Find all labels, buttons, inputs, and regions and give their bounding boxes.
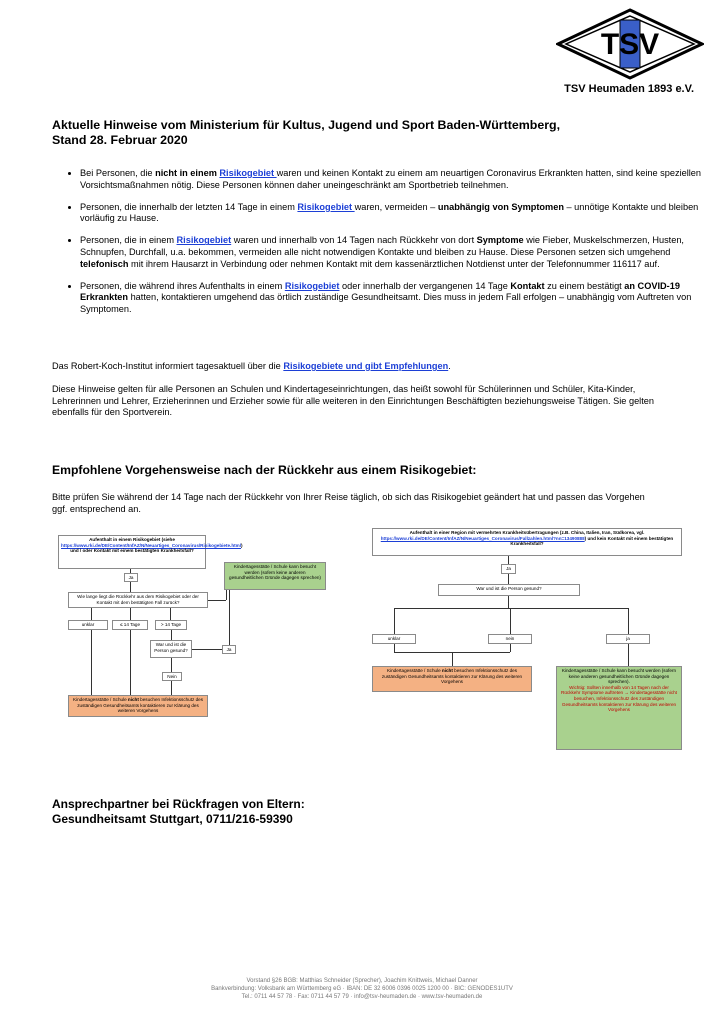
flow-left-opt-unklar: unklar bbox=[68, 620, 108, 630]
flow-left-duration-question: Wie lange liegt die Rückkehr aus dem Risikogebiet oder der Kontakt mit dem bestätigten Fall zurück? bbox=[68, 592, 208, 608]
flow-left-orange-box: Kindertagesstätte / Schule nicht besuchen Infektionsschutz des zuständigen Gesundheitsamts kontaktieren zur Klärung des weiteren Vorgehens bbox=[68, 695, 208, 717]
flow-left-start-box: Aufenthalt in einem Risikogebiet (siehe https://www.rki.de/DE/Content/InfAZ/N/Neuartiges_Coronavirus/Risikogebiete.html) und / oder Kontakt mit einem bestätigten Krankheitsfall? bbox=[58, 535, 206, 569]
flow-right-opt-ja: ja bbox=[606, 634, 650, 644]
scope-paragraph: Diese Hinweise gelten für alle Personen an Schulen und Kindertageseinrichtungen, das heißt sowohl für Schülerinnen und Schüler, Kita-Kinder, Lehrerinnen und Lehrer, Erzieherinnen und Erzieher sowie für alle weiteren in den Einrichtungen Beschäftigten beziehungsweise Tätigen. Sie gelten ebenfalls für den Sportverein. bbox=[52, 384, 654, 418]
flow-left-opt-gt14: > 14 Tage bbox=[155, 620, 187, 630]
list-item: • Personen, die innerhalb der letzten 14 Tage in einem Risikogebiet waren, vermeiden – unabhängig von Symptomen – unnötige Kontakte und bleiben vorläufig zu Hause. bbox=[80, 202, 710, 225]
contact-line2: Gesundheitsamt Stuttgart, 0711/216-59390 bbox=[52, 812, 293, 826]
list-item: • Bei Personen, die nicht in einem Risikogebiet waren und keinen Kontakt zu einem am neuartigen Coronavirus Erkrankten hatten, sind keine speziellen Vorsichtsmaßnahmen nötig. Diese Personen können daher uneingeschränkt am Sportbetrieb teilnehmen. bbox=[80, 168, 710, 191]
main-heading-line1: Aktuelle Hinweise vom Ministerium für Kultus, Jugend und Sport Baden-Württemberg, bbox=[52, 118, 561, 132]
flow-right-opt-nein: nein bbox=[488, 634, 532, 644]
flow-left-nein: Nein bbox=[162, 672, 182, 681]
risk-area-link[interactable]: Risikogebiet bbox=[219, 168, 277, 178]
risk-area-link[interactable]: Risikogebiet bbox=[284, 280, 340, 291]
flow-right-start-box: Aufenthalt in einer Region mit vermehrten Krankheitsübertragungen (z.B. China, Italien, Iran, Südkorea, vgl. https://www.rki.de/DE/Content/InfAZ/N/Neuartiges_Coronavirus/Fallzahlen.html?nn=13490888) und kein Kontakt mit einem bestätigten Krankheitsfall? bbox=[372, 528, 682, 556]
section-heading: Empfohlene Vorgehensweise nach der Rückkehr aus einem Risikogebiet: bbox=[52, 463, 477, 477]
rki-risk-url[interactable]: https://www.rki.de/DE/Content/InfAZ/N/Neuartiges_Coronavirus/Risikogebiete.html bbox=[61, 542, 242, 548]
main-heading-line2: Stand 28. Februar 2020 bbox=[52, 133, 188, 147]
list-item: • Personen, die während ihres Aufenthalts in einem Risikogebiet oder innerhalb der vergangenen 14 Tage Kontakt zu einem bestätigt an COVID-19 Erkrankten hatten, kontaktieren umgehend das örtlich zuständige Gesundheitsamt. Dies muss in jedem Fall erfolgen – unabhängig vom Auftreten von Symptomen. bbox=[80, 281, 710, 316]
guideline-list bbox=[52, 168, 710, 326]
flow-right-orange-box: Kindertagesstätte / Schule nicht besuchen Infektionsschutz des zuständigen Gesundheitsamts kontaktieren zur Klärung des weiteren Vorgehens bbox=[372, 666, 532, 692]
club-name: TSV Heumaden 1893 e.V. bbox=[564, 83, 694, 95]
flow-right-green-box: Kindertagesstätte / Schule kann besucht werden (sofern keine anderen gesundheitlichen Gründe dagegen sprechen). Wichtig: Sollten innerhalb von 14 Tagen nach der Rückkehr Symptome auftreten → Kindertagesstätte nicht besuchen, Infektionsschutz des zuständigen Gesundheitsamts kontaktieren zur Klärung des weiteren Vorgehens bbox=[556, 666, 682, 750]
contact-line1: Ansprechpartner bei Rückfragen von Eltern: bbox=[52, 797, 305, 811]
footer-line3: Tel.: 0711 44 57 78 · Fax: 0711 44 57 79 · info@tsv-heumaden.de · www.tsv-heumaden.de bbox=[241, 994, 483, 1000]
rki-paragraph: Das Robert-Koch-Institut informiert tagesaktuell über die Risikogebiete und gibt Empfehlungen. bbox=[52, 361, 451, 371]
flow-left-green-box: Kindertagesstätte / Schule kann besucht werden (sofern keine anderen gesundheitlichen Gründe dagegen sprechen) bbox=[224, 562, 326, 590]
flow-right-healthy-question: War und ist die Person gesund? bbox=[438, 584, 580, 596]
footer-line2: Bankverbindung: Volksbank am Württemberg eG · IBAN: DE 32 6006 0396 0025 1200 00 · BIC: GENODES1UTV bbox=[211, 986, 513, 992]
contact-block bbox=[52, 797, 305, 827]
club-logo bbox=[556, 8, 704, 80]
risk-area-link[interactable]: Risikogebiet bbox=[176, 235, 232, 246]
flow-left-healthy-question: War und ist die Person gesund? bbox=[150, 640, 192, 658]
footer bbox=[0, 977, 724, 1001]
section-text: Bitte prüfen Sie während der 14 Tage nach der Rückkehr von Ihrer Reise täglich, ob sich das Risikogebiet geändert hat und passen das Vorgehen ggf. entsprechend an. bbox=[52, 492, 645, 514]
flow-right-ja: Ja bbox=[501, 564, 516, 574]
main-heading bbox=[52, 118, 672, 148]
footer-line1: Vorstand §26 BGB: Matthias Schneider (Sprecher), Joachim Knittweis, Michael Danner bbox=[246, 978, 478, 984]
flow-left-ja: Ja bbox=[124, 573, 138, 582]
list-item: • Personen, die in einem Risikogebiet waren und innerhalb von 14 Tagen nach Rückkehr von dort Symptome wie Fieber, Muskelschmerzen, Husten, Schnupfen, Durchfall, u.a. bekommen, vermeiden alle nicht notwendigen Kontakte und bleiben zu Hause. Diese Personen setzen sich umgehend telefonisch mit ihrem Hausarzt in Verbindung oder nehmen Kontakt mit dem kassenärztlichen Notdienst unter der Telefonnummer 116117 auf. bbox=[80, 235, 710, 270]
flow-left-ja2: Ja bbox=[222, 645, 236, 654]
logo-text: TSV bbox=[600, 28, 660, 61]
flow-left-opt-le14: ≤ 14 Tage bbox=[112, 620, 148, 630]
rki-link[interactable]: Risikogebiete und gibt Empfehlungen bbox=[283, 361, 449, 371]
flow-right-opt-unklar: unklar bbox=[372, 634, 416, 644]
rki-fallzahlen-url[interactable]: https://www.rki.de/DE/Content/InfAZ/N/Neuartiges_Coronavirus/Fallzahlen.html?nn=13490888 bbox=[380, 535, 585, 541]
risk-area-link[interactable]: Risikogebiet bbox=[297, 201, 355, 212]
flow-right-warning: Wichtig: Sollten innerhalb von 14 Tagen nach der Rückkehr Symptome auftreten → Kindertagesstätte nicht besuchen, Infektionsschutz des zuständigen Gesundheitsamts kontaktieren zur Klärung des weiteren Vorgehens bbox=[561, 684, 677, 713]
